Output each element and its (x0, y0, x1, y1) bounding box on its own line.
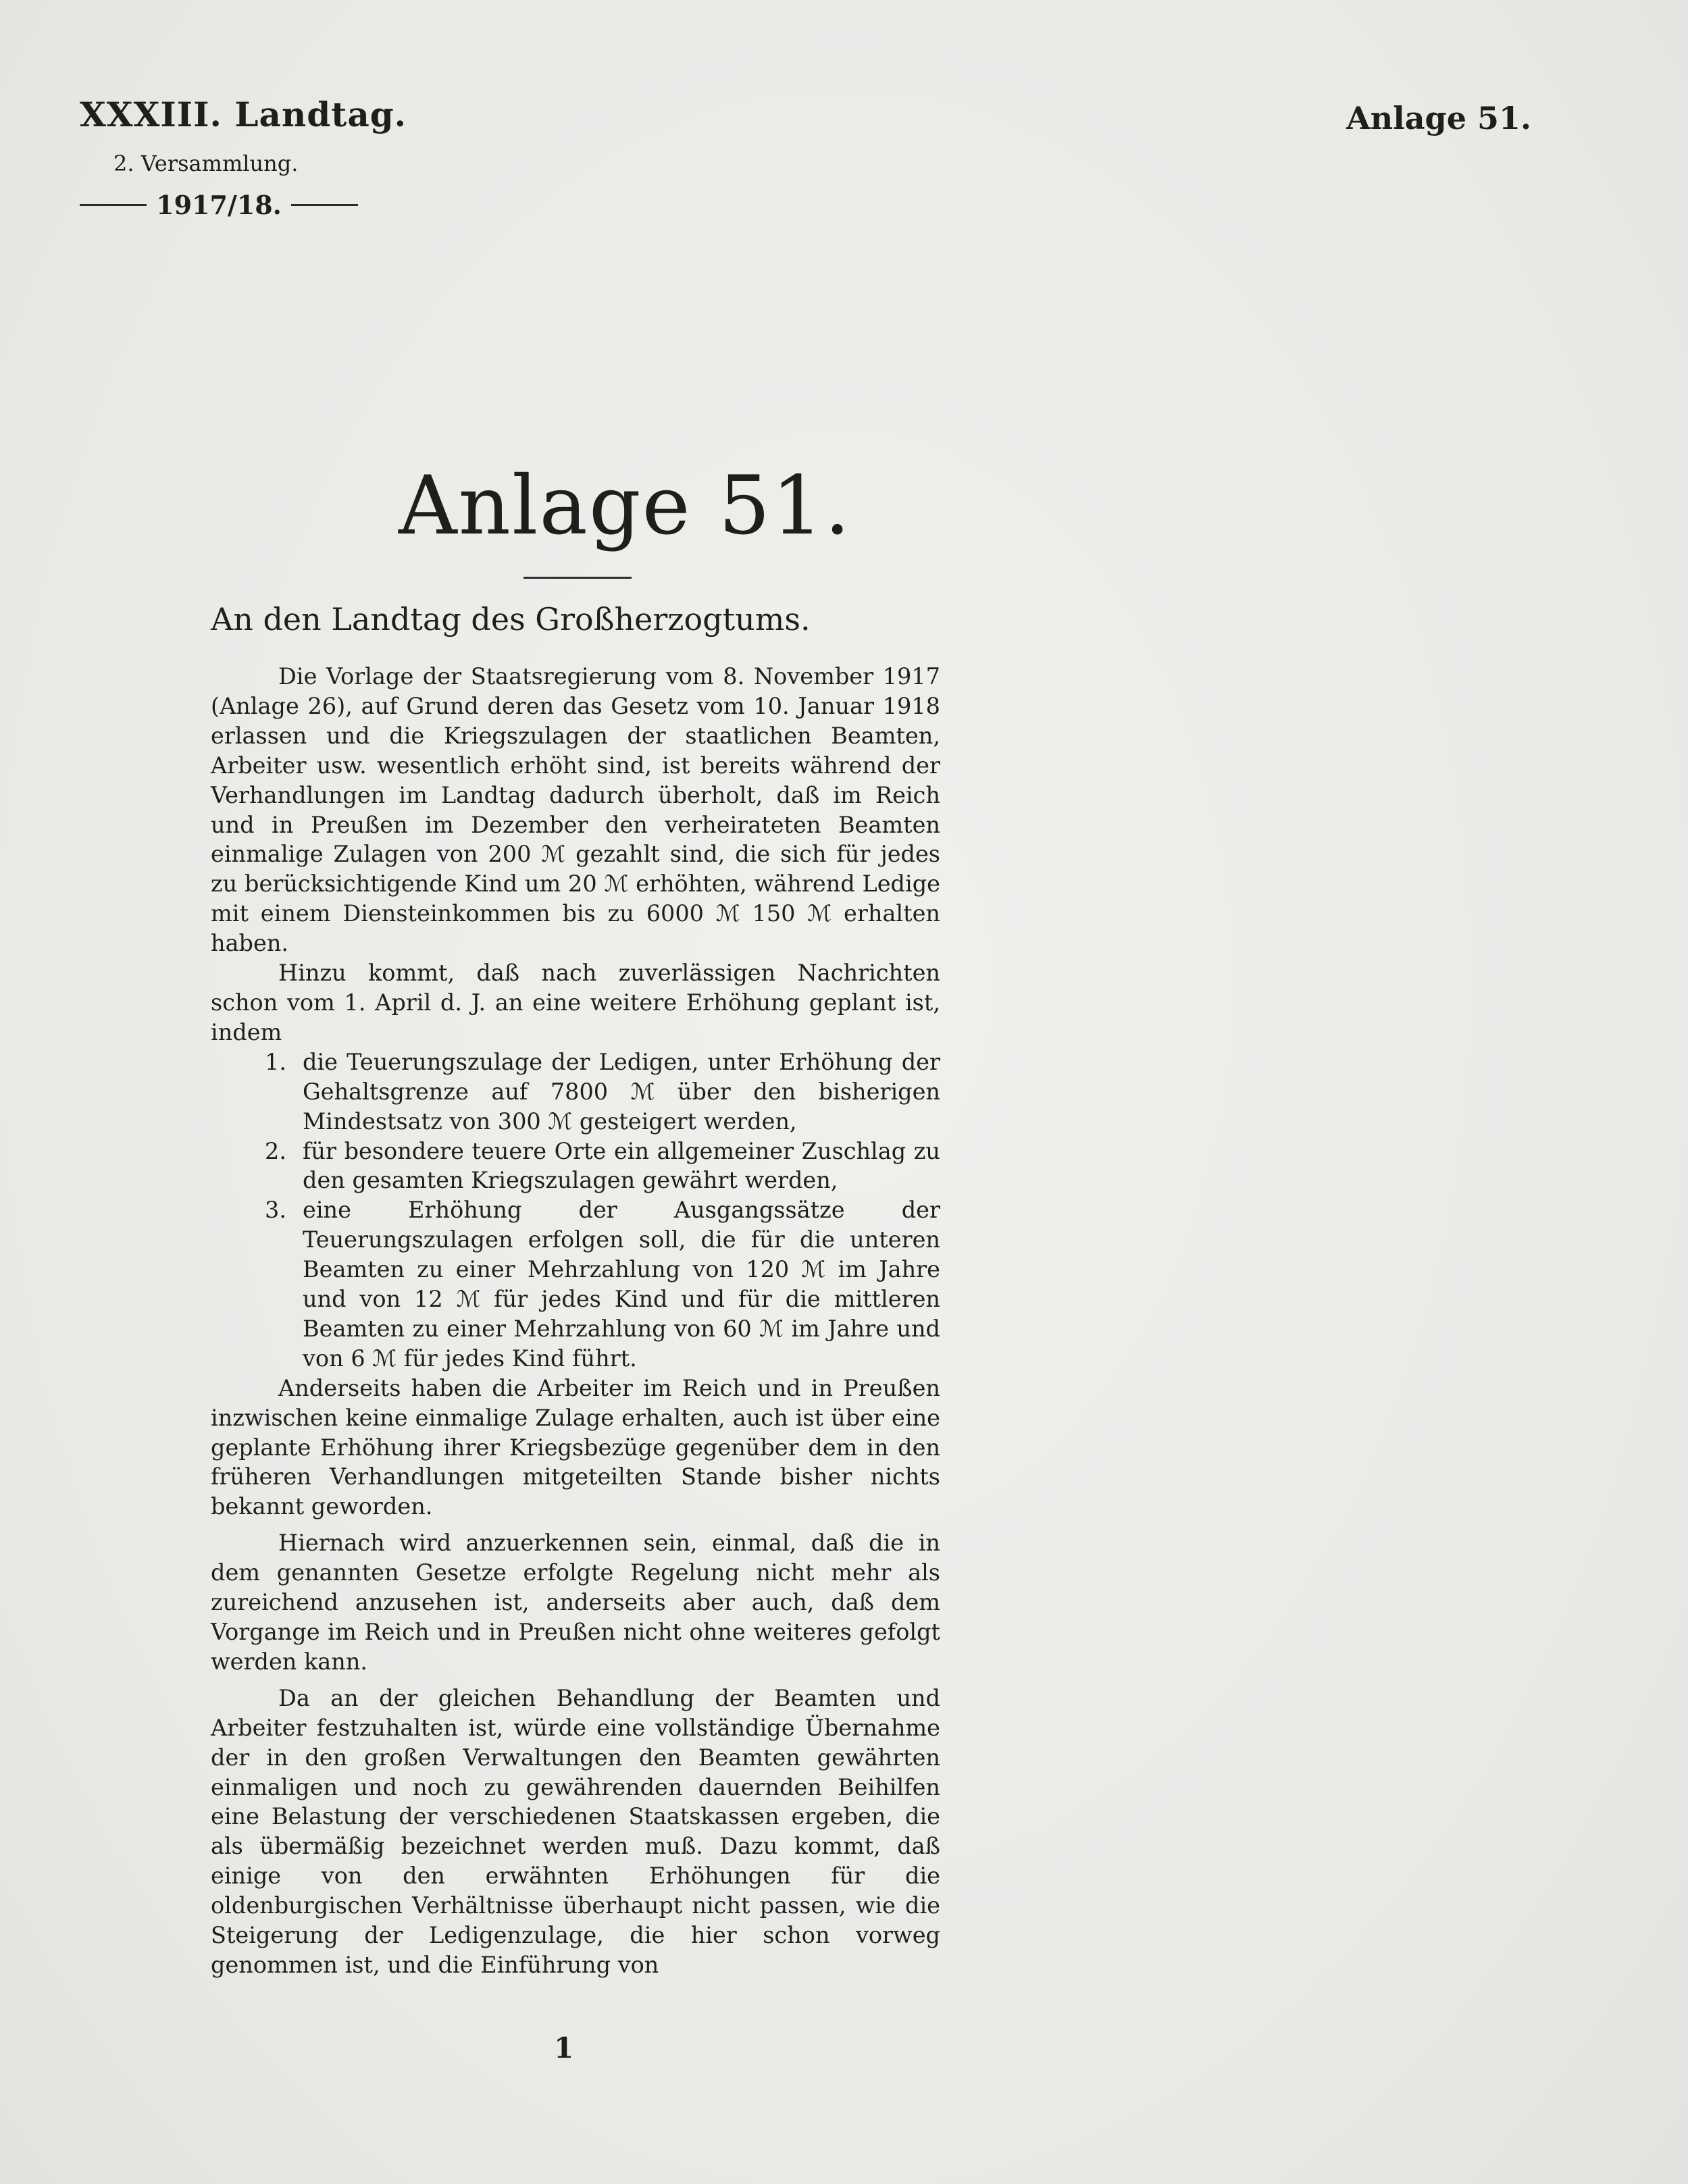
year-rule-left (80, 204, 147, 206)
list-item-number: 3. (265, 1197, 286, 1224)
header-left (80, 95, 407, 220)
list-item-number: 2. (265, 1137, 286, 1164)
numbered-list (211, 1047, 940, 1374)
list-item (265, 1047, 940, 1137)
year-line (80, 190, 358, 220)
year-label: 1917/18. (156, 190, 282, 220)
year-rule-right (291, 204, 358, 206)
list-item-text: für besondere teuere Orte ein allgemeiner Zuschlag zu den gesamten Kriegszulagen gewährt werden, (303, 1137, 940, 1194)
paragraph: Anderseits haben die Arbeiter im Reich und in Preußen inzwischen keine einmalige Zulage erhalten, auch ist über eine geplante Erhöhung ihrer Kriegsbezüge gegenüber dem in den früheren Verhandlungen mitgeteilten Stande bisher nichts bekannt geworden. (211, 1374, 940, 1520)
document-title: Anlage 51. (399, 459, 852, 553)
paragraph: Hinzu kommt, daß nach zuverlässigen Nachrichten schon vom 1. April d. J. an eine weitere Erhöhung geplant ist, indem (211, 960, 940, 1045)
list-item (265, 1195, 940, 1373)
body-text (211, 662, 940, 1980)
addressee-line: An den Landtag des Großherzogtums. (211, 601, 811, 638)
list-item-text: die Teuerungszulage der Ledigen, unter Erhöhung der Gehaltsgrenze auf 7800 ℳ über den bisherigen Mindestsatz von 300 ℳ gesteigert werden, (303, 1048, 940, 1135)
landtag-heading: XXXIII. Landtag. (80, 95, 407, 134)
paragraph: Die Vorlage der Staatsregierung vom 8. November 1917 (Anlage 26), auf Grund deren das Gesetz vom 10. Januar 1918 erlassen und die Kriegszulagen der staatlichen Beamten, Arbeiter usw. wesentlich erhöht sind, ist bereits während der Verhandlungen im Landtag dadurch überholt, daß im Reich und in Preußen im Dezember den verheirateten Beamten einmalige Zulagen von 200 ℳ gezahlt sind, die sich für jedes zu berücksichtigende Kind um 20 ℳ erhöhten, während Ledige mit einem Diensteinkommen bis zu 6000 ℳ 150 ℳ erhalten haben. (211, 663, 940, 957)
list-item-text: eine Erhöhung der Ausgangssätze der Teuerungszulagen erfolgen soll, die für die unteren Beamten zu einer Mehrzahlung von 120 ℳ im Jahre und von 12 ℳ für jedes Kind und für die mittleren Beamten zu einer Mehrzahlung von 60 ℳ im Jahre und von 6 ℳ für jedes Kind führt. (303, 1197, 940, 1372)
anlage-reference: Anlage 51. (1346, 100, 1531, 136)
paragraph: Hiernach wird anzuerkennen sein, einmal, daß die in dem genannten Gesetze erfolgte Regelung nicht mehr als zureichend anzusehen ist, anderseits aber auch, daß dem Vorgange im Reich und in Preußen nicht ohne weiteres gefolgt werden kann. (211, 1530, 940, 1675)
page-number: 1 (554, 2031, 574, 2064)
paragraph: Da an der gleichen Behandlung der Beamten und Arbeiter festzuhalten ist, würde eine vollständige Übernahme der in den großen Verwaltungen den Beamten gewährten einmaligen und noch zu gewährenden dauernden Beihilfen eine Belastung der verschiedenen Staatskassen ergeben, die als übermäßig bezeichnet werden muß. Dazu kommt, daß einige von den erwähnten Erhöhungen für die oldenburgischen Verhältnisse überhaupt nicht passen, wie die Steigerung der Ledigenzulage, die hier schon vorweg genommen ist, und die Einführung von (211, 1684, 940, 1978)
list-item-number: 1. (265, 1048, 286, 1075)
list-item (265, 1137, 940, 1196)
versammlung-label: 2. Versammlung. (113, 151, 299, 176)
title-divider (523, 577, 632, 579)
